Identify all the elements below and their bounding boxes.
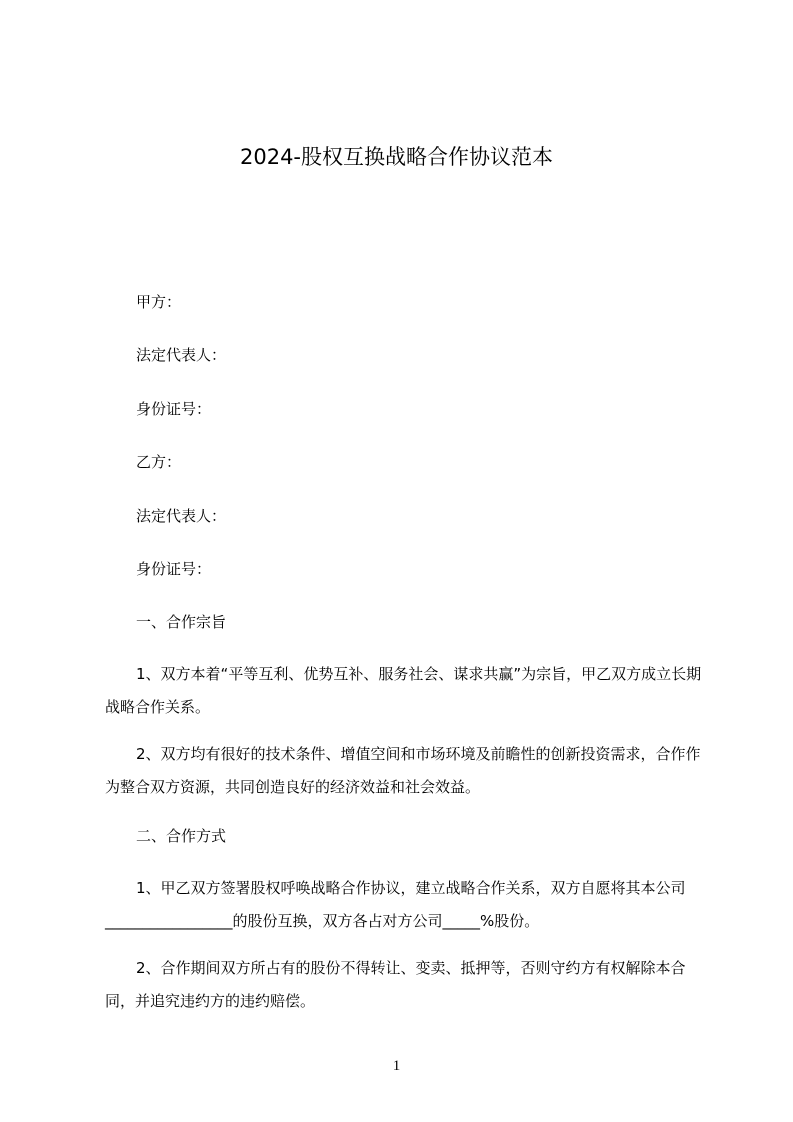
party-a-representative-label: 法定代表人： [136,346,227,364]
section-paragraph: 2、双方均有很好的技术条件、增值空间和市场环境及前瞻性的创新投资需求，合作作为整合双方资源，共同创造良好的经济效益和社会效益。 [105,745,701,796]
section-paragraph: 2、合作期间双方所占有的股份不得转让、变卖、抵押等，否则守约方有权解除本合同，并追究违约方的违约赔偿。 [105,959,686,1010]
page-number: 1 [392,1058,401,1074]
party-b-representative-label: 法定代表人： [136,507,227,525]
party-a-id-label: 身份证号： [136,400,212,418]
section-heading-purpose: 一、合作宗旨 [136,613,227,631]
section-paragraph: 1、甲乙双方签署股权呼唤战略合作协议，建立战略合作关系，双方自愿将其本公司_________________的股份互换，双方各占对方公司_____%股份。 [105,879,686,930]
party-b-id-label: 身份证号： [136,560,212,578]
party-b-name-label: 乙方： [136,453,182,471]
section-paragraph: 1、双方本着“平等互利、优势互补、服务社会、谋求共赢”为宗旨，甲乙双方成立长期战略合作关系。 [105,665,702,716]
document-title: 2024-股权互换战略合作协议范本 [239,145,554,169]
section-heading-method: 二、合作方式 [136,827,227,845]
party-a-name-label: 甲方： [136,293,182,311]
